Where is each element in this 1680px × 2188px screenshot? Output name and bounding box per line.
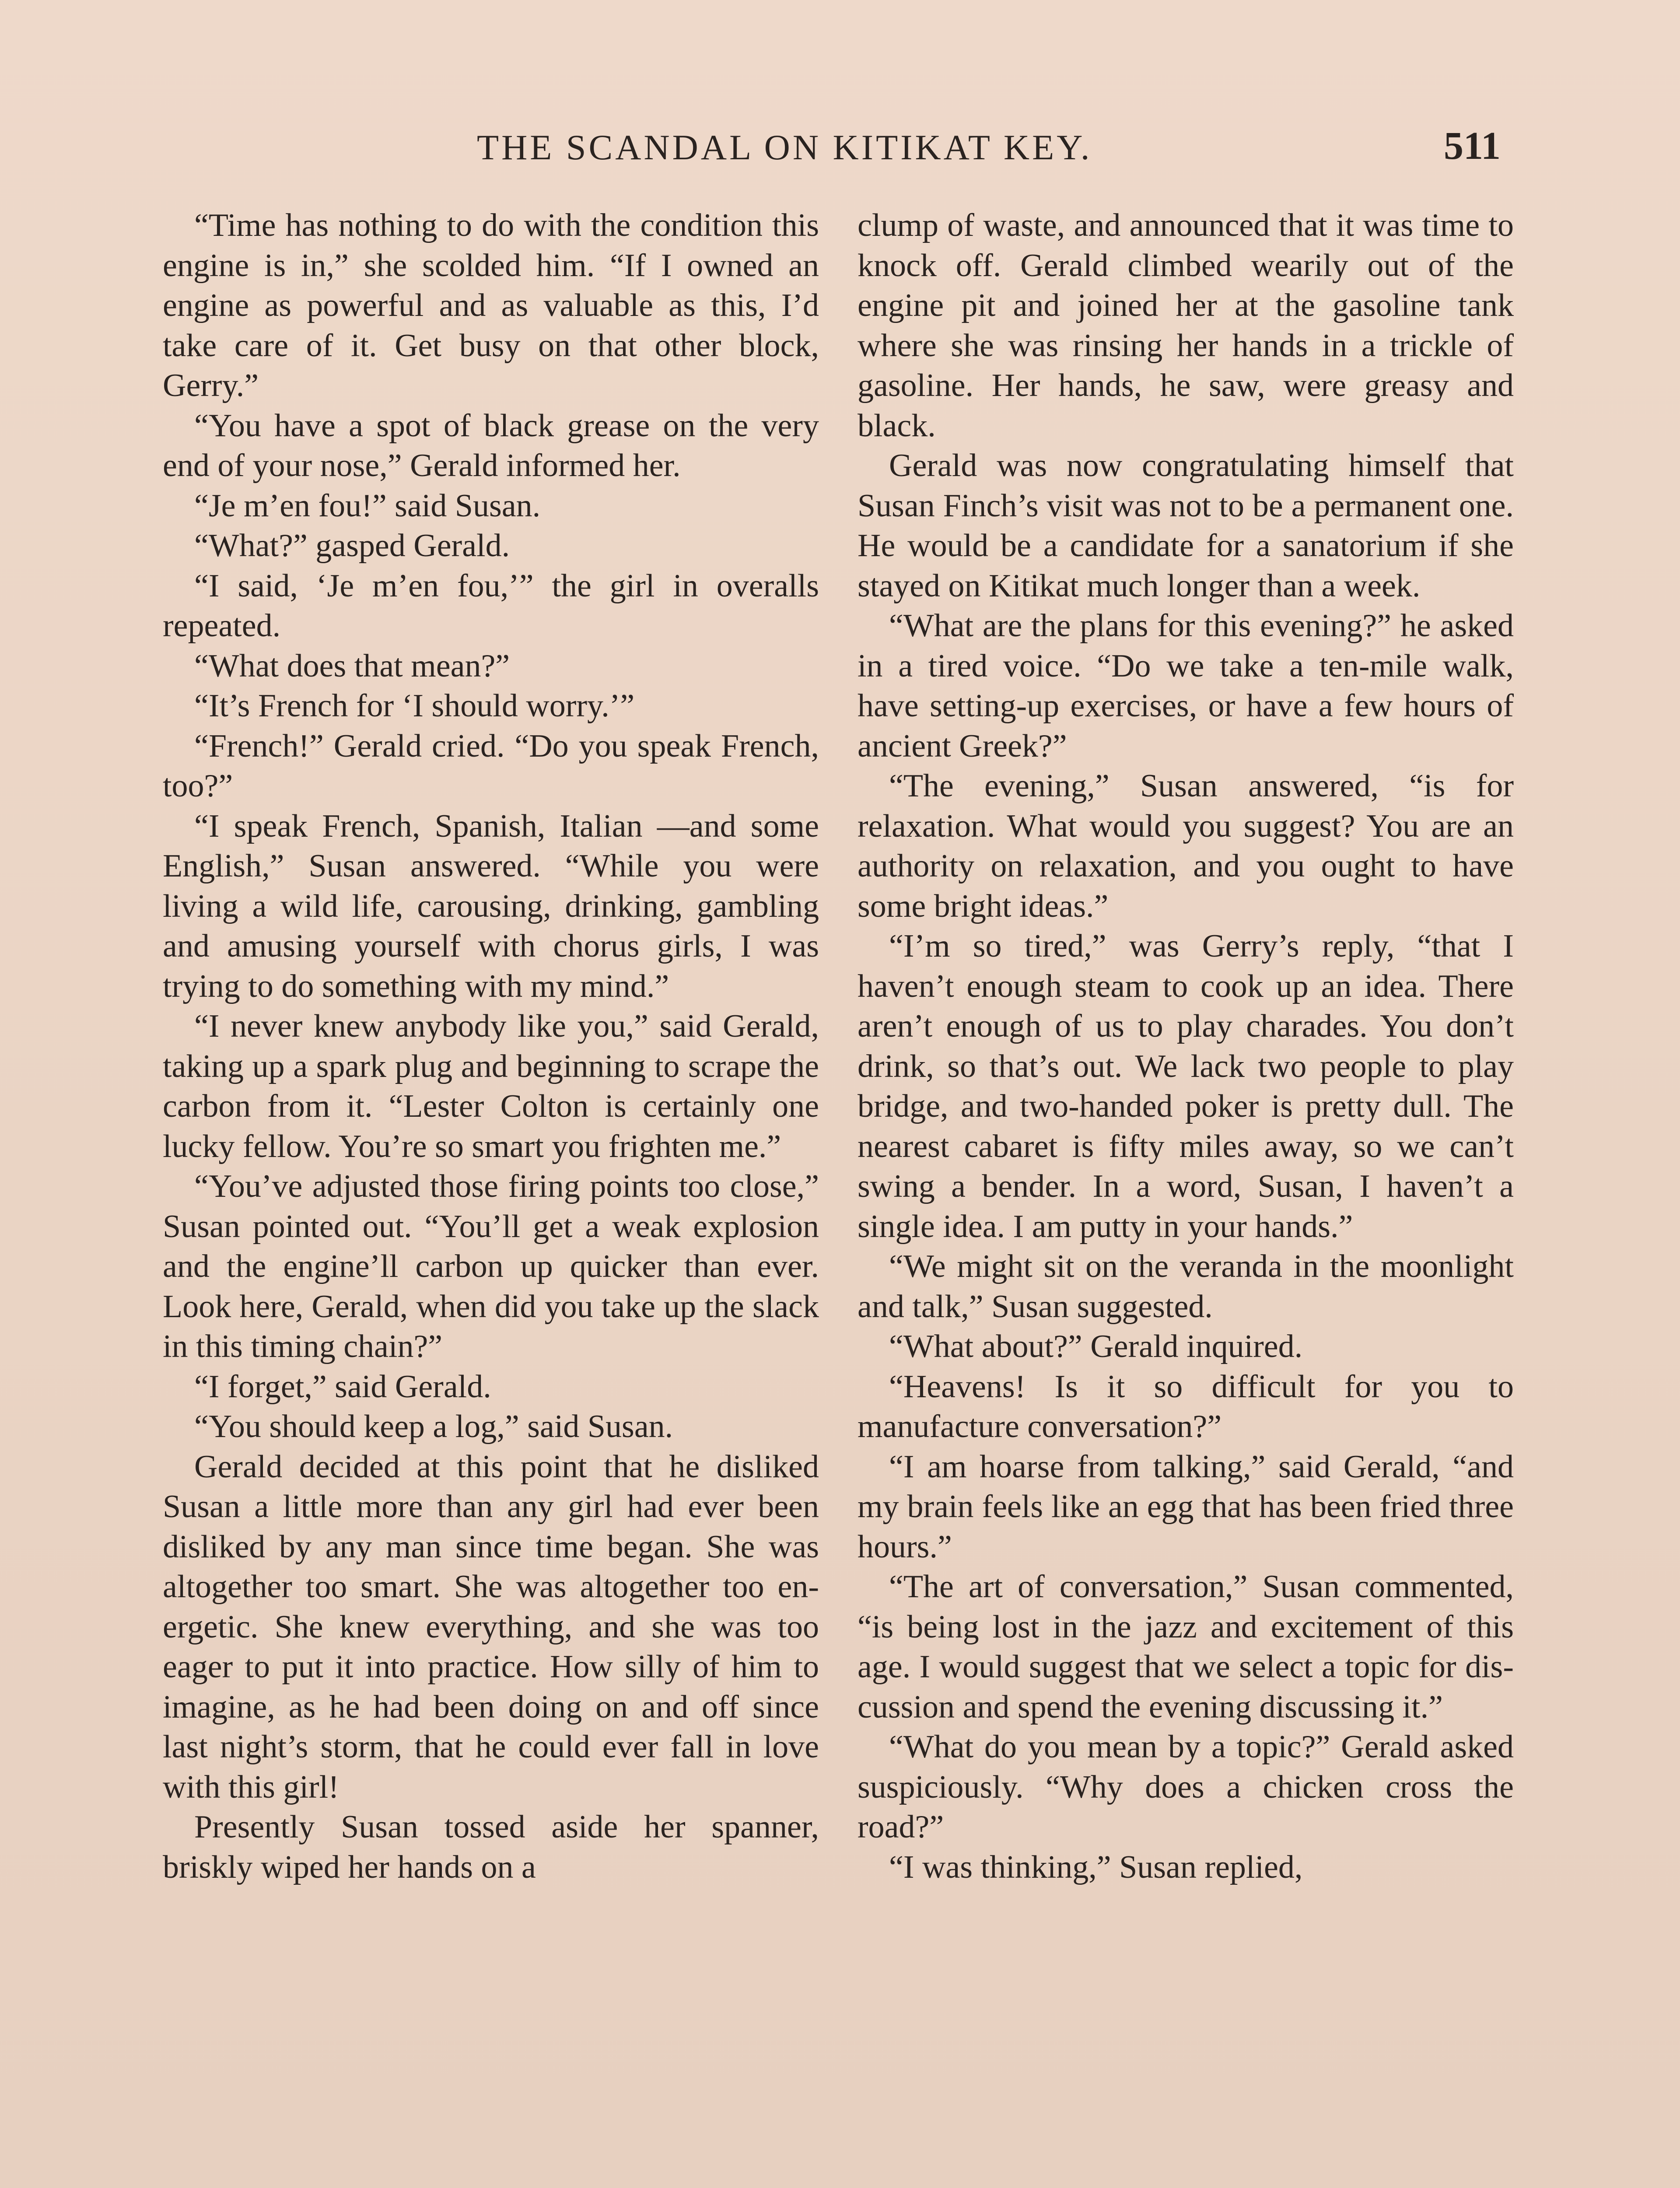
paragraph: “The art of conversation,” Susan commented, “is being lost in the jazz and excitement of this age. I would suggest that we select a topic for discussion and spend the evening discussing it.”: [858, 1569, 1514, 1725]
paragraph: “I’m so tired,” was Gerry’s reply, “that I haven’t enough steam to cook up an idea. There aren’t enough of us to play charades. You don’t drink, so that’s out. We lack two people to play bridge, and two-handed poker is pretty dull. The nearest cabaret is fifty miles away, so we can’t swing a bender. In a word, Susan, I haven’t a single idea. I am putty in your hands.”: [858, 928, 1514, 1245]
paragraph: “We might sit on the veranda in the moonlight and talk,” Susan suggested.: [858, 1248, 1514, 1325]
page-number: 511: [1444, 124, 1501, 168]
paragraph: “I never knew anybody like you,” said Gerald, taking up a spark plug and beginning to scrape the carbon from it. “Lester Colton is certainly one lucky fellow. You’re so smart you frighten me.”: [163, 1008, 819, 1164]
paragraph: “You should keep a log,” said Susan.: [194, 1409, 673, 1445]
paragraph: Gerald decided at this point that he disliked Susan a little more than any girl had ever been disliked by any man since time began. She was altogether too smart. She was altogether too energetic. She knew everything, and she was too eager to put it into practice. How silly of him to imagine, as he had been doing on and off since last night’s storm, that he could ever fall in love with this girl!: [163, 1448, 819, 1805]
paragraph: “I forget,” said Gerald.: [194, 1368, 491, 1405]
paragraph: “The evening,” Susan answered, “is for relaxation. What would you suggest? You are an authority on relaxation, and you ought to have some bright ideas.”: [858, 768, 1514, 924]
paragraph: “What does that mean?”: [194, 648, 510, 684]
right-column: [858, 206, 1514, 1887]
paragraph: “Je m’en fou!” said Susan.: [194, 487, 541, 524]
paragraph: “What are the plans for this evening?” he asked in a tired voice. “Do we take a ten-mile walk, have setting-up exercises, or have a few hours of ancient Greek?”: [858, 608, 1514, 764]
paragraph: “What do you mean by a topic?” Gerald asked suspiciously. “Why does a chicken cross the road?”: [858, 1729, 1514, 1845]
paragraph: Gerald was now congratulating himself that Susan Finch’s visit was not to be a permanent one. He would be a candidate for a sanatorium if she stayed on Kitikat much longer than a week.: [858, 448, 1514, 604]
paragraph: “I was thinking,” Susan replied,: [889, 1849, 1303, 1885]
paragraph: “You have a spot of black grease on the very end of your nose,” Gerald informed her.: [163, 407, 819, 484]
paragraph: “French!” Gerald cried. “Do you speak French, too?”: [163, 728, 819, 804]
paragraph: “You’ve adjusted those firing points too close,” Susan pointed out. “You’ll get a weak explosion and the engine’ll carbon up quicker than ever. Look here, Gerald, when did you take up the slack in this timing chain?”: [163, 1168, 819, 1364]
paragraph: “It’s French for ‘I should worry.’”: [194, 688, 635, 724]
paragraph: “I said, ‘Je m’en fou,’” the girl in overalls repeated.: [163, 568, 819, 644]
paragraph: “I speak French, Spanish, Italian —and some English,” Susan answered. “While you were living a wild life, carousing, drinking, gambling and amusing yourself with chorus girls, I was trying to do something with my mind.”: [163, 808, 819, 1004]
paragraph: “I am hoarse from talking,” said Gerald, “and my brain feels like an egg that has been fried three hours.”: [858, 1448, 1514, 1565]
paragraph: “What about?” Gerald inquired.: [889, 1329, 1303, 1364]
page-header: [0, 118, 1680, 175]
paragraph: “Heavens! Is it so difficult for you to manufacture conversation?”: [858, 1368, 1514, 1445]
left-column: [163, 206, 819, 1887]
paragraph: “Time has nothing to do with the condition this engine is in,” she scolded him. “If I owned an engine as powerful and as valuable as this, I’d take care of it. Get busy on that other block, Gerry.”: [163, 207, 819, 403]
paragraph: Presently Susan tossed aside her spanner, briskly wiped her hands on a: [163, 1809, 819, 1885]
running-head: THE SCANDAL ON KITIKAT KEY.: [477, 127, 1092, 167]
paragraph: “What?” gasped Gerald.: [194, 528, 510, 564]
paragraph-continuation: clump of waste, and announced that it was time to knock off. Gerald climbed wearily out of the engine pit and joined her at the gasoline tank where she was rinsing her hands in a trickle of gasoline. Her hands, he saw, were greasy and black.: [858, 207, 1514, 444]
